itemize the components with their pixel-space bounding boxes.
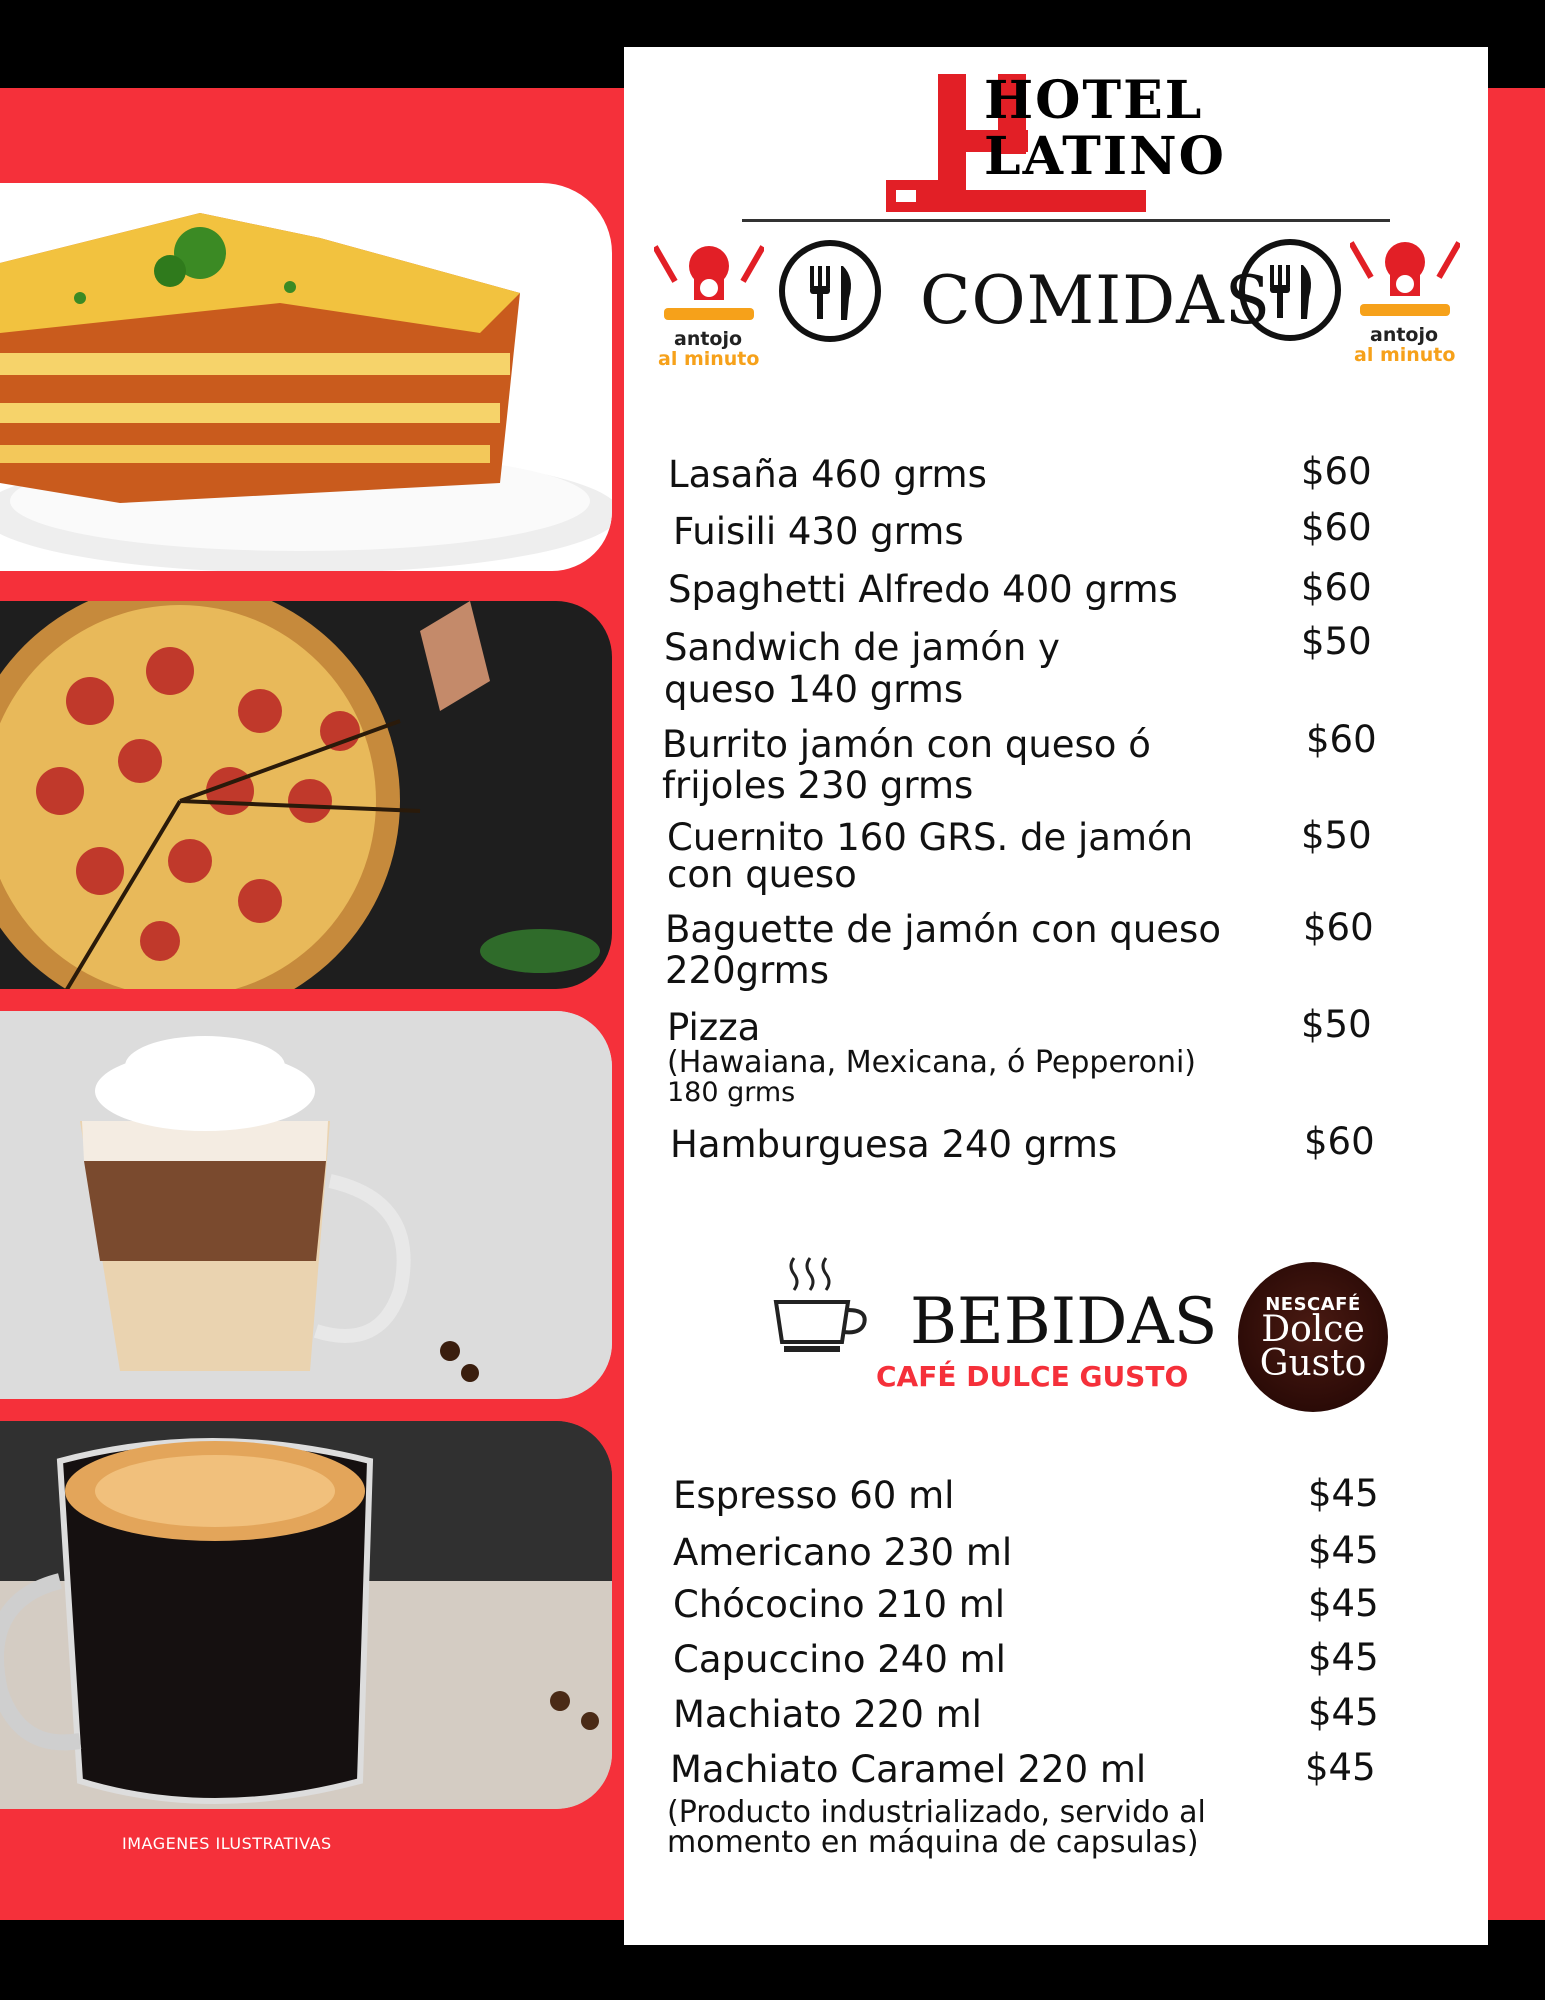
menu-item-name-line3: 180 grms xyxy=(667,1077,796,1108)
menu-item-name-line2: (Hawaiana, Mexicana, ó Pepperoni) xyxy=(667,1045,1196,1080)
espresso-photo xyxy=(0,1421,612,1809)
menu-item-name-line2: con queso xyxy=(667,853,857,896)
dolce-gusto-word2: Gusto xyxy=(1259,1343,1367,1384)
chef-badge-icon xyxy=(654,236,764,336)
drink-item-price: $45 xyxy=(1308,1636,1379,1679)
brand-line1: HOTEL xyxy=(984,70,1204,131)
menu-item-price: $60 xyxy=(1306,718,1377,761)
hotel-latino-logo xyxy=(886,70,1226,220)
dolce-gusto-word1: Dolce xyxy=(1261,1309,1365,1350)
badge-word1: antojo xyxy=(1370,324,1439,346)
drinks-note-line1: (Producto industrializado, servido al xyxy=(667,1795,1206,1830)
menu-item-name: Spaghetti Alfredo 400 grms xyxy=(668,568,1178,611)
menu-item-price: $50 xyxy=(1301,620,1372,663)
latte-photo xyxy=(0,1011,612,1399)
cutlery-icon xyxy=(777,238,883,344)
disclaimer: IMAGENES ILUSTRATIVAS xyxy=(122,1834,332,1853)
menu-item-name: Fuisili 430 grms xyxy=(673,510,964,553)
brand-line2: LATINO xyxy=(984,126,1226,187)
badge-word2: al minuto xyxy=(1354,344,1456,366)
dolce-gusto-brand: NESCAFÉ xyxy=(1265,1294,1361,1315)
menu-item-name: Baguette de jamón con queso xyxy=(665,908,1221,951)
drink-item-price: $45 xyxy=(1305,1746,1376,1789)
menu-item-name-line2: 220grms xyxy=(665,949,829,992)
chef-badge-icon xyxy=(1350,232,1460,332)
chef-badge-left xyxy=(654,236,764,370)
drink-item-name: Machiato 220 ml xyxy=(673,1693,982,1736)
chef-badge-right xyxy=(1350,232,1460,366)
badge-word1: antojo xyxy=(674,328,743,350)
menu-item-price: $60 xyxy=(1303,906,1374,949)
badge-word2: al minuto xyxy=(658,348,760,370)
menu-item-name-line2: queso 140 grms xyxy=(664,668,964,711)
drink-item-name: Capuccino 240 ml xyxy=(673,1638,1006,1681)
menu-item-name-line2: frijoles 230 grms xyxy=(662,764,974,807)
drink-item-price: $45 xyxy=(1308,1472,1379,1515)
menu-item-name: Hamburguesa 240 grms xyxy=(670,1123,1118,1166)
drink-item-name: Machiato Caramel 220 ml xyxy=(670,1748,1147,1791)
drink-item-price: $45 xyxy=(1308,1582,1379,1625)
drinks-note-line2: momento en máquina de capsulas) xyxy=(667,1825,1199,1860)
menu-item-price: $50 xyxy=(1301,1003,1372,1046)
header-divider xyxy=(742,219,1390,222)
menu-item-name: Burrito jamón con queso ó xyxy=(662,723,1151,766)
menu-item-name: Pizza xyxy=(667,1006,761,1049)
coffee-cup-icon xyxy=(772,1250,872,1360)
dolce-gusto-logo xyxy=(1238,1262,1388,1412)
bebidas-title: BEBIDAS xyxy=(910,1285,1218,1359)
menu-item-name: Cuernito 160 GRS. de jamón xyxy=(667,816,1194,859)
menu-item-price: $60 xyxy=(1301,450,1372,493)
drink-item-name: Americano 230 ml xyxy=(673,1531,1013,1574)
drink-item-price: $45 xyxy=(1308,1691,1379,1734)
lasagna-photo xyxy=(0,183,612,571)
bebidas-subtitle: CAFÉ DULCE GUSTO xyxy=(876,1360,1189,1393)
drink-item-name: Chócocino 210 ml xyxy=(673,1583,1006,1626)
menu-item-price: $60 xyxy=(1304,1120,1375,1163)
comidas-title: COMIDAS xyxy=(920,262,1272,339)
menu-item-price: $50 xyxy=(1301,814,1372,857)
drink-item-price: $45 xyxy=(1308,1529,1379,1572)
menu-item-price: $60 xyxy=(1301,506,1372,549)
menu-item-name: Lasaña 460 grms xyxy=(668,453,987,496)
drink-item-name: Espresso 60 ml xyxy=(673,1474,955,1517)
menu-item-name: Sandwich de jamón y xyxy=(664,626,1060,669)
menu-item-price: $60 xyxy=(1301,566,1372,609)
pizza-photo xyxy=(0,601,612,989)
